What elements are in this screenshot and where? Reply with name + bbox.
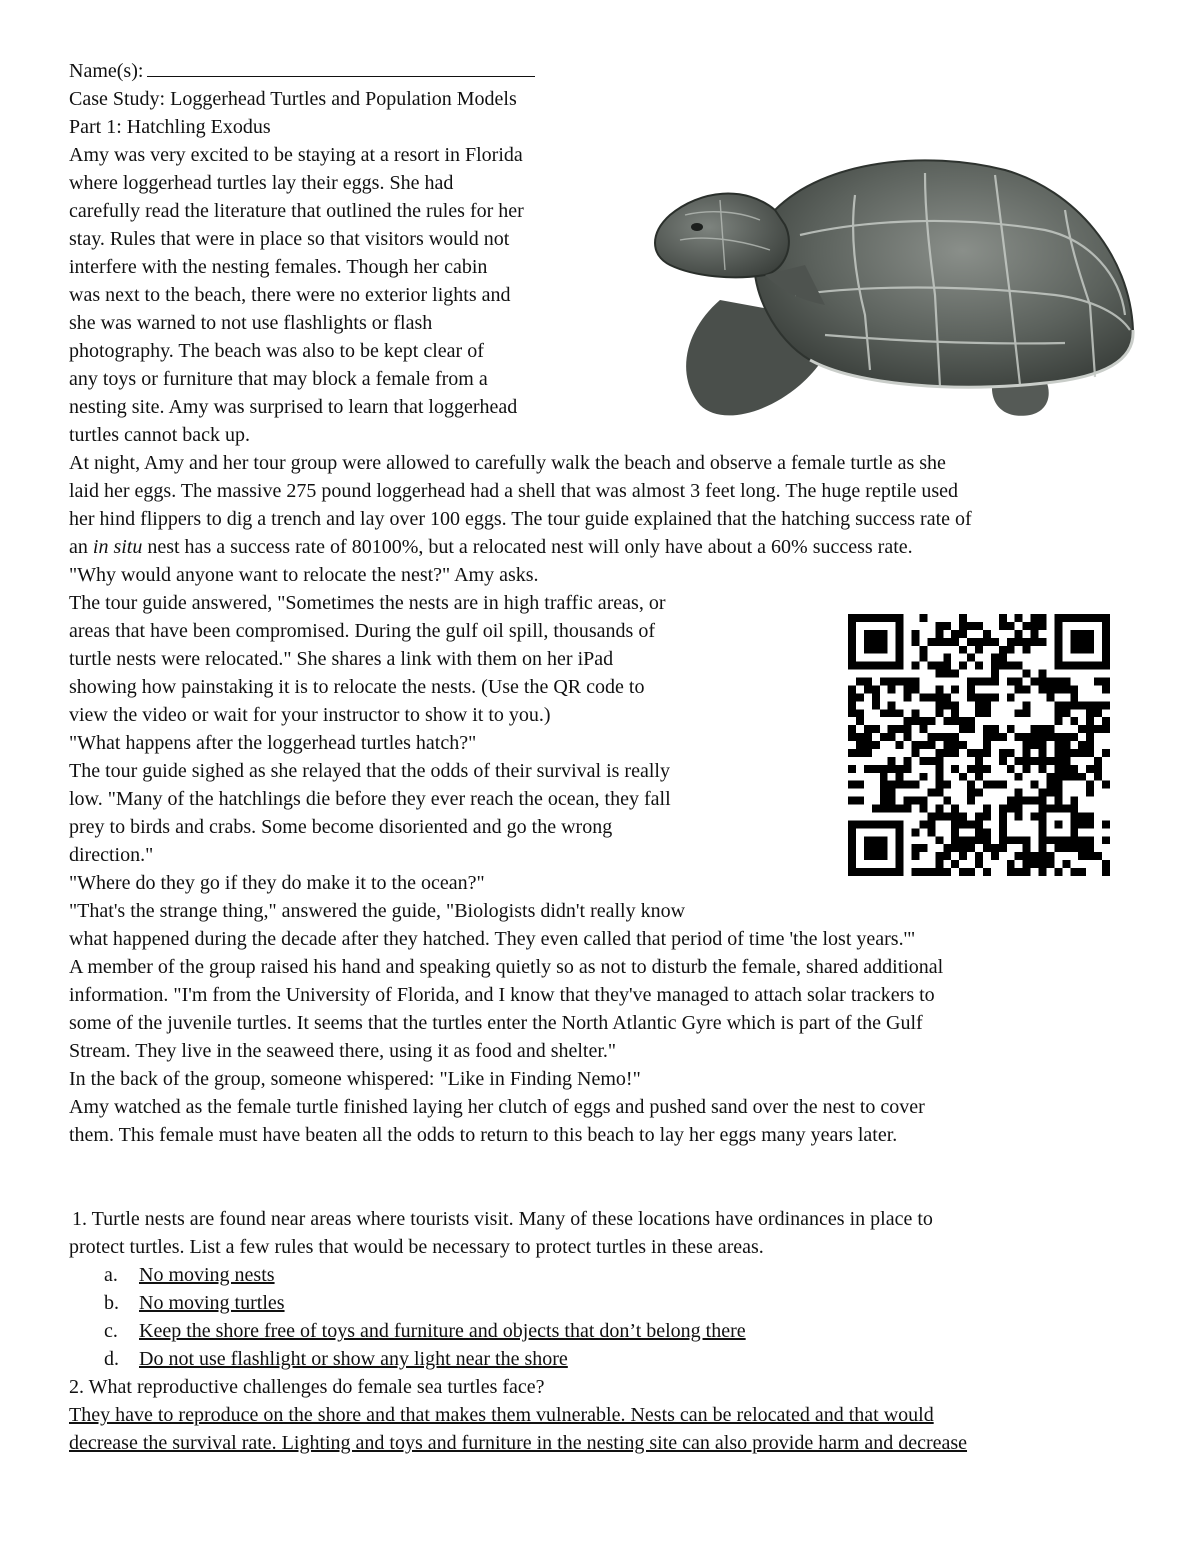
story-line: "Where do they go if they do make it to the ocean?" — [69, 872, 485, 894]
answer-item — [104, 1290, 285, 1318]
story-line: prey to birds and crabs. Some become disoriented and go the wrong — [69, 816, 613, 838]
story-line: Stream. They live in the seaweed there, using it as food and shelter." — [69, 1040, 617, 1062]
story-line: turtles cannot back up. — [69, 424, 251, 446]
answer-letter: b. — [104, 1292, 119, 1314]
story-line: showing how painstaking it is to relocate the nests. (Use the QR code to — [69, 676, 645, 698]
story-line: turtle nests were relocated." She shares a link with them on her iPad — [69, 648, 614, 670]
story-line — [69, 534, 913, 562]
story-line: areas that have been compromised. During the gulf oil spill, thousands of — [69, 620, 655, 642]
part-heading: Part 1: Hatchling Exodus — [69, 116, 271, 138]
story-line: direction." — [69, 844, 154, 866]
story-text: nest has a success rate of 80100%, but a relocated nest will only have about a 60% success rate. — [142, 536, 913, 558]
story-line: she was warned to not use flashlights or flash — [69, 312, 433, 334]
story-line: "That's the strange thing," answered the guide, "Biologists didn't really know — [69, 900, 686, 922]
story-line: view the video or wait for your instructor to show it to you.) — [69, 704, 551, 726]
qr-code-image — [848, 614, 1110, 876]
story-line: The tour guide answered, "Sometimes the nests are in high traffic areas, or — [69, 592, 666, 614]
story-line: In the back of the group, someone whispered: "Like in Finding Nemo!" — [69, 1068, 641, 1090]
question-2-text: 2. What reproductive challenges do female sea turtles face? — [69, 1376, 545, 1398]
answer-letter: c. — [104, 1320, 118, 1342]
story-text: an — [69, 536, 93, 558]
story-line: low. "Many of the hatchlings die before they ever reach the ocean, they fall — [69, 788, 671, 810]
story-line: information. "I'm from the University of Florida, and I know that they've managed to attach solar trackers to — [69, 984, 935, 1006]
answer-text: Do not use flashlight or show any light near the shore — [139, 1348, 568, 1370]
story-line: photography. The beach was also to be kept clear of — [69, 340, 484, 362]
story-line: "Why would anyone want to relocate the nest?" Amy asks. — [69, 564, 539, 586]
name-blank-field[interactable] — [147, 58, 535, 77]
story-line: stay. Rules that were in place so that visitors would not — [69, 228, 510, 250]
answer-item — [104, 1346, 568, 1374]
story-line: laid her eggs. The massive 275 pound loggerhead had a shell that was almost 3 feet long. The huge reptile used — [69, 480, 959, 502]
loggerhead-turtle-image — [625, 115, 1135, 445]
answer-letter: a. — [104, 1264, 118, 1286]
story-line: Amy was very excited to be staying at a resort in Florida — [69, 144, 523, 166]
answer-letter: d. — [104, 1348, 119, 1370]
answer-text: No moving turtles — [139, 1292, 285, 1314]
question-2-answer: decrease the survival rate. Lighting and toys and furniture in the nesting site can also provide harm and decrease — [69, 1432, 968, 1454]
story-line: what happened during the decade after they hatched. They even called that period of time 'the lost years.'" — [69, 928, 916, 950]
story-line: any toys or furniture that may block a female from a — [69, 368, 488, 390]
story-line: "What happens after the loggerhead turtles hatch?" — [69, 732, 477, 754]
question-1-text: protect turtles. List a few rules that would be necessary to protect turtles in these areas. — [69, 1236, 764, 1258]
case-study-title: Case Study: Loggerhead Turtles and Population Models — [69, 88, 517, 110]
story-line: At night, Amy and her tour group were allowed to carefully walk the beach and observe a female turtle as she — [69, 452, 946, 474]
story-line: A member of the group raised his hand and speaking quietly so as not to disturb the female, shared additional — [69, 956, 944, 978]
name-line — [69, 58, 535, 86]
story-line: carefully read the literature that outlined the rules for her — [69, 200, 524, 222]
question-2-answer: They have to reproduce on the shore and that makes them vulnerable. Nests can be relocated and that would — [69, 1404, 934, 1426]
answer-text: Keep the shore free of toys and furniture and objects that don’t belong there — [139, 1320, 746, 1342]
story-line: her hind flippers to dig a trench and lay over 100 eggs. The tour guide explained that the hatching success rate of — [69, 508, 972, 530]
story-line: was next to the beach, there were no exterior lights and — [69, 284, 511, 306]
answer-item — [104, 1262, 275, 1290]
story-line: them. This female must have beaten all the odds to return to this beach to lay her eggs many years later. — [69, 1124, 898, 1146]
story-line: where loggerhead turtles lay their eggs. She had — [69, 172, 454, 194]
in-situ-italic: in situ — [92, 536, 143, 558]
story-line: Amy watched as the female turtle finished laying her clutch of eggs and pushed sand over the nest to cover — [69, 1096, 925, 1118]
answer-text: No moving nests — [139, 1264, 275, 1286]
story-line: The tour guide sighed as she relayed that the odds of their survival is really — [69, 760, 670, 782]
story-line: nesting site. Amy was surprised to learn that loggerhead — [69, 396, 518, 418]
story-line: interfere with the nesting females. Though her cabin — [69, 256, 488, 278]
name-label: Name(s): — [69, 60, 144, 82]
answer-item — [104, 1318, 746, 1346]
question-1-text: 1. Turtle nests are found near areas where tourists visit. Many of these locations have ordinances in place to — [72, 1208, 933, 1230]
story-line: some of the juvenile turtles. It seems that the turtles enter the North Atlantic Gyre which is part of the Gulf — [69, 1012, 923, 1034]
